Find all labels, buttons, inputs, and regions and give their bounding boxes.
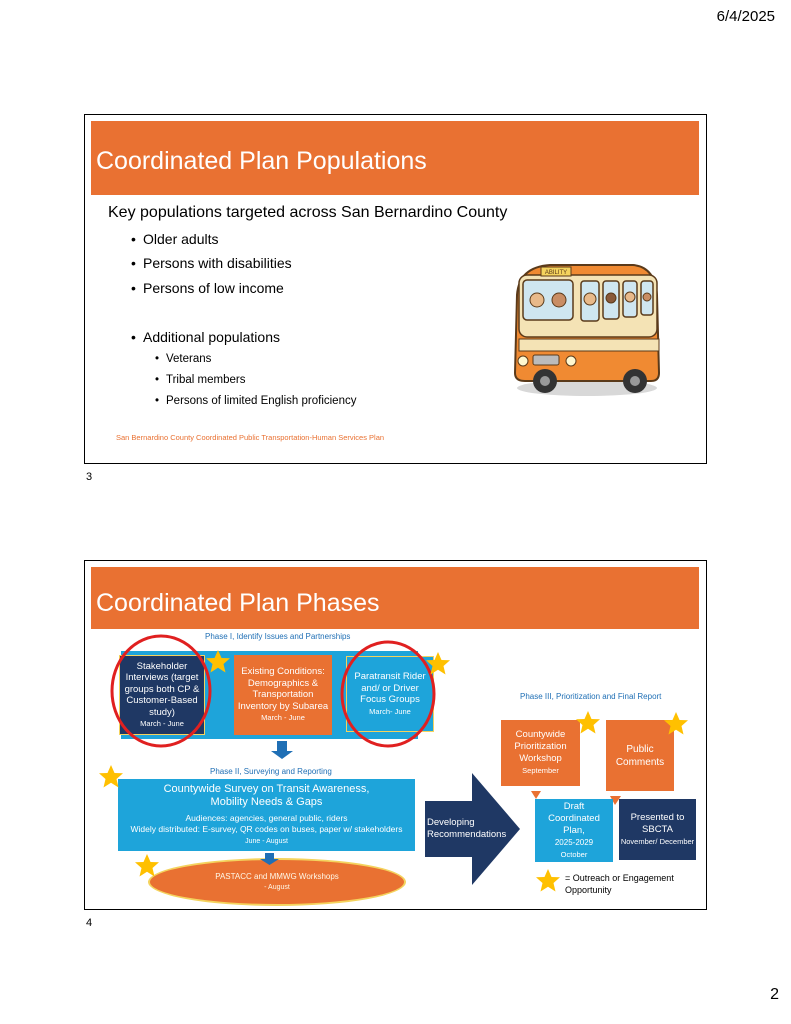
sub-bullet-item: • Veterans [166, 353, 211, 365]
box-date: March - June [140, 719, 184, 728]
workshop-date: - August [264, 884, 290, 891]
page-date: 6/4/2025 [716, 8, 775, 25]
star-icon [576, 711, 600, 734]
star-icon [135, 854, 159, 877]
star-icon [664, 712, 688, 735]
box-date: November/ December [620, 836, 695, 846]
slide-title: Coordinated Plan Phases [96, 589, 380, 617]
box-date: September [522, 766, 559, 775]
draft-plan-years: 2025-2029 [554, 837, 594, 847]
legend-text: = Outreach or Engagement Opportunity [565, 873, 674, 895]
bullet-item: • Older adults [143, 231, 218, 247]
sub-bullet-item: • Tribal members [166, 374, 245, 386]
box-date: October [560, 849, 588, 859]
outreach-stars [85, 561, 706, 909]
bus-sign-text: ABILITY [544, 270, 568, 276]
bus-illustration [505, 255, 665, 400]
presented-text: Presented to SBCTA [630, 811, 685, 835]
box-text: Countywide Prioritization Workshop [514, 729, 567, 764]
box-text: Public Comments [615, 743, 665, 768]
slide-footer: San Bernardino County Coordinated Public Transportation-Human Services Plan [116, 433, 385, 442]
phase3-label: Phase III, Prioritization and Final Report [520, 692, 662, 701]
slide-number: 3 [86, 471, 93, 483]
box-date: March- June [369, 706, 411, 716]
star-icon [536, 869, 560, 892]
sub-bullet-item: • Persons of limited English proficiency [166, 395, 356, 407]
bullet-item: • Additional populations [143, 329, 280, 345]
page-number: 2 [770, 986, 779, 1003]
bullet-item: • Persons of low income [143, 280, 284, 296]
survey-audiences: Audiences: agencies, general public, riders [185, 812, 348, 823]
star-icon [206, 650, 230, 673]
slide-populations [84, 114, 707, 464]
survey-distribution: Widely distributed: E-survey, QR codes on buses, paper w/ stakeholders [130, 824, 403, 835]
box-text: Stakeholder Interviews (target groups both CP & Customer-Based study) [124, 660, 200, 718]
slide-number: 4 [86, 917, 93, 929]
phase2-label: Phase II, Surveying and Reporting [210, 767, 332, 776]
box-date: March - June [261, 713, 305, 723]
slide-phases [84, 560, 707, 910]
box-text: Paratransit Rider and/ or Driver Focus Groups [354, 671, 426, 705]
bullet-item: • Persons with disabilities [143, 255, 292, 271]
arrow-text: Developing Recommendations [427, 817, 507, 840]
intro-text: Key populations targeted across San Bernardino County [108, 204, 508, 221]
star-icon [426, 652, 450, 675]
survey-date: June - August [245, 837, 288, 845]
survey-title: Countywide Survey on Transit Awareness, Mobility Needs & Gaps [163, 782, 370, 808]
workshop-text: PASTACC and MMWG Workshops [215, 871, 339, 881]
draft-plan-text: Draft Coordinated Plan, [548, 800, 600, 836]
slide-title: Coordinated Plan Populations [96, 147, 427, 175]
box-text: Existing Conditions: Demographics & Transportation Inventory by Subarea [237, 666, 329, 712]
star-icon [99, 765, 123, 788]
slide-title-bar [91, 121, 699, 195]
phase1-label: Phase I, Identify Issues and Partnerships [205, 632, 351, 641]
